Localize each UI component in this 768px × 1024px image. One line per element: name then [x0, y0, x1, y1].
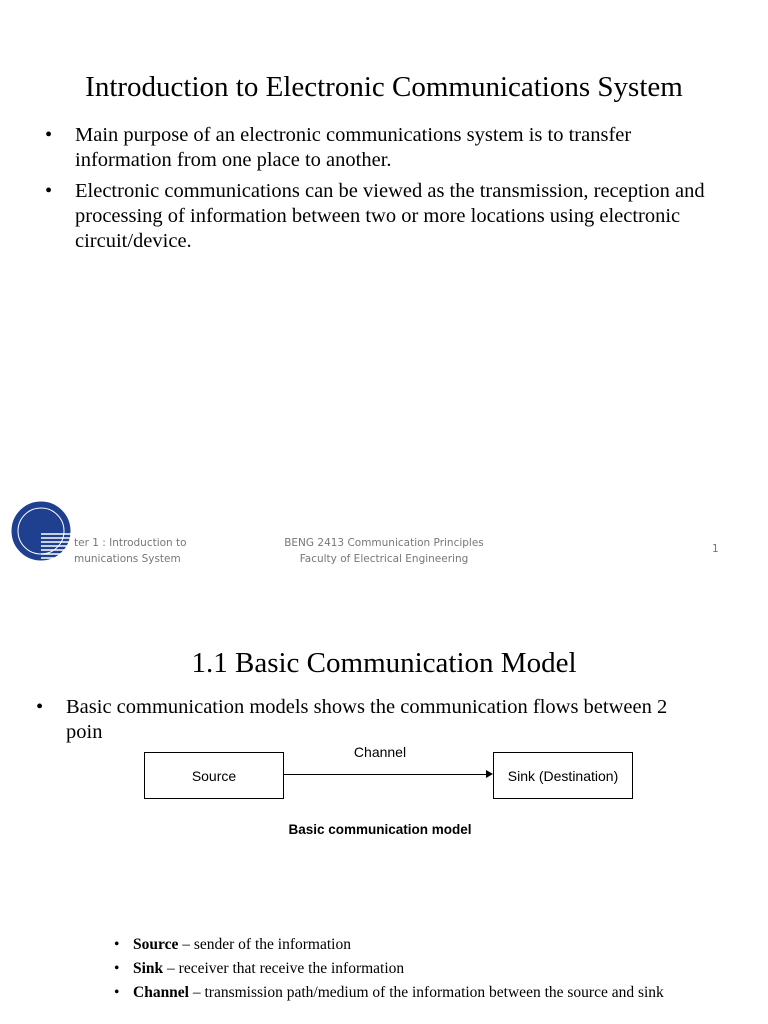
slide-1-bullet-list [75, 123, 705, 260]
diagram-caption: Basic communication model [288, 822, 472, 837]
page-number: 1 [712, 543, 719, 555]
definition-separator: – [189, 984, 205, 1001]
bullet-item: • Basic communication models shows the communication flows between 2 poin [66, 695, 706, 745]
definition-separator: – [178, 936, 194, 953]
slide-1-footer [0, 533, 768, 573]
definition-term: Source [133, 936, 179, 953]
slide-2-title: 1.1 Basic Communication Model [191, 647, 577, 679]
slide-1-title: Introduction to Electronic Communications System [85, 71, 683, 103]
sink-label: Sink (Destination) [507, 767, 619, 784]
source-label: Source [191, 767, 237, 784]
footer-chapter-text: ter 1 : Introduction to munications System [74, 537, 187, 565]
definition-item [133, 959, 703, 978]
sink-box [493, 752, 633, 799]
bullet-item: • Electronic communications can be viewed as the transmission, reception and processing of information between two or more locations using electronic circuit/device. [75, 179, 705, 254]
bullet-item: • Main purpose of an electronic communications system is to transfer information from one place to another. [75, 123, 705, 173]
channel-label: Channel [353, 744, 407, 760]
arrow-head-icon [486, 770, 493, 778]
definition-list [133, 935, 703, 1007]
source-box [144, 752, 284, 799]
footer-faculty-line: Faculty of Electrical Engineering [299, 553, 469, 565]
communication-model-diagram [0, 730, 768, 850]
footer-course-line: BENG 2413 Communication Principles [284, 537, 484, 549]
definition-term: Channel [133, 984, 189, 1001]
footer-course-text [230, 535, 538, 567]
definition-item [133, 935, 703, 954]
definition-text: receiver that receive the information [178, 960, 405, 977]
definition-text: sender of the information [193, 936, 351, 953]
definition-item [133, 983, 703, 1002]
channel-arrow-line [284, 774, 487, 775]
definition-text: transmission path/medium of the information between the source and sink [204, 984, 664, 1001]
definition-separator: – [163, 960, 179, 977]
definition-term: Sink [133, 960, 164, 977]
slide-2 [0, 580, 768, 1024]
